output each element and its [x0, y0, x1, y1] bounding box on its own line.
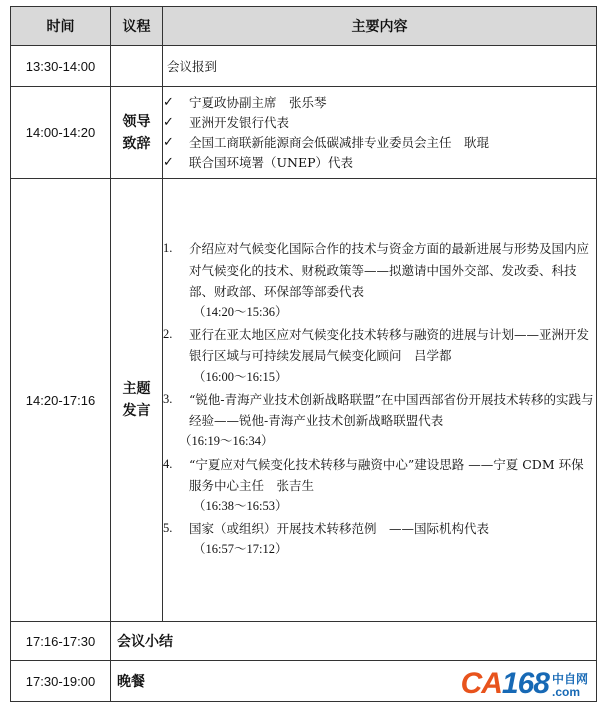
session-label-line2: 致辞 [122, 135, 151, 152]
agenda-table [10, 6, 597, 702]
item-text: “宁夏应对气候变化技术转移与融资中心”建设思路 ——宁夏 CDM 环保服务中心主任 张吉生 [189, 456, 584, 493]
session-cell-empty [111, 46, 163, 87]
header-row [11, 7, 597, 46]
item-time: （16:38～16:53） [193, 498, 288, 513]
header-session: 议程 [111, 7, 163, 46]
list-item [163, 133, 596, 153]
session-label-line2: 发言 [122, 403, 151, 419]
ca168-watermark-logo [461, 669, 588, 699]
table-row [11, 87, 597, 179]
logo-brand-a: CA [460, 667, 502, 700]
logo-domain: .com [551, 685, 580, 699]
dinner-text: 晚餐 [117, 674, 145, 690]
table-row [11, 179, 597, 622]
list-item [163, 454, 596, 518]
content-cell [111, 622, 597, 661]
checkmark-icon: ✓ [163, 154, 174, 170]
time-cell: 13:30-14:00 [11, 46, 111, 87]
list-item [163, 324, 596, 388]
checkmark-icon: ✓ [163, 114, 174, 130]
speaker-text: 联合国环境署（UNEP）代表 [189, 154, 354, 170]
session-cell [111, 87, 163, 179]
content-cell [163, 46, 597, 87]
header-content: 主要内容 [163, 7, 597, 46]
session-cell [111, 179, 163, 622]
logo-wordmark [461, 669, 549, 699]
list-item [163, 518, 596, 560]
time-cell: 14:20-17:16 [11, 179, 111, 622]
list-item [163, 113, 596, 133]
time-cell: 14:00-14:20 [11, 87, 111, 179]
item-text: 介绍应对气候变化国际合作的技术与资金方面的最新进展与形势及国内应对气候变化的技术、财税政策等——拟邀请中国外交部、发改委、科技部、财政部、环保部等部委代表 [189, 241, 590, 299]
content-cell [163, 87, 597, 179]
item-time: （16:19～16:34） [179, 434, 274, 449]
item-text: 亚行在亚太地区应对气候变化技术转移与融资的进展与计划——亚洲开发银行区域与可持续发展局气候变化顾问 吕学都 [189, 327, 590, 364]
table-row [11, 46, 597, 87]
time-cell: 17:16-17:30 [11, 622, 111, 661]
speaker-text: 全国工商联新能源商会低碳减排专业委员会主任 耿琨 [189, 134, 490, 150]
item-text: 国家（或组织）开展技术转移范例 ——国际机构代表 [189, 521, 490, 537]
speaker-list [163, 93, 596, 173]
time-cell: 17:30-19:00 [11, 661, 111, 702]
table-row [11, 622, 597, 661]
item-number: 1. [163, 241, 173, 256]
session-label-line1: 主题 [122, 381, 151, 397]
item-text: “锐他-青海产业技术创新战略联盟”在中国西部省份开展技术转移的实践与经验——锐他-青海产业技术创新战略联盟代表 [189, 391, 594, 429]
logo-side [552, 673, 588, 699]
speaker-text: 宁夏政协副主席 张乐琴 [189, 94, 327, 110]
item-time: （16:00～16:15） [193, 369, 288, 384]
session-label-line1: 领导 [122, 113, 151, 130]
item-number: 5. [163, 521, 173, 536]
speaker-text: 亚洲开发银行代表 [189, 114, 290, 130]
list-item [163, 93, 596, 113]
item-number: 3. [163, 391, 173, 406]
logo-brand-b: 168 [501, 667, 549, 700]
item-number: 4. [163, 456, 173, 471]
list-item [163, 153, 596, 173]
registration-text: 会议报到 [167, 59, 218, 74]
speech-list [163, 238, 596, 560]
item-time: （16:57～17:12） [193, 542, 288, 557]
checkmark-icon: ✓ [163, 94, 174, 110]
item-number: 2. [163, 327, 173, 342]
header-time: 时间 [11, 7, 111, 46]
summary-text: 会议小结 [117, 634, 173, 650]
content-cell [163, 179, 597, 622]
item-time: （14:20～15:36） [193, 305, 288, 320]
list-item [163, 389, 596, 453]
logo-chinese-name: 中自网 [551, 672, 588, 686]
list-item [163, 238, 596, 323]
checkmark-icon: ✓ [163, 134, 174, 150]
